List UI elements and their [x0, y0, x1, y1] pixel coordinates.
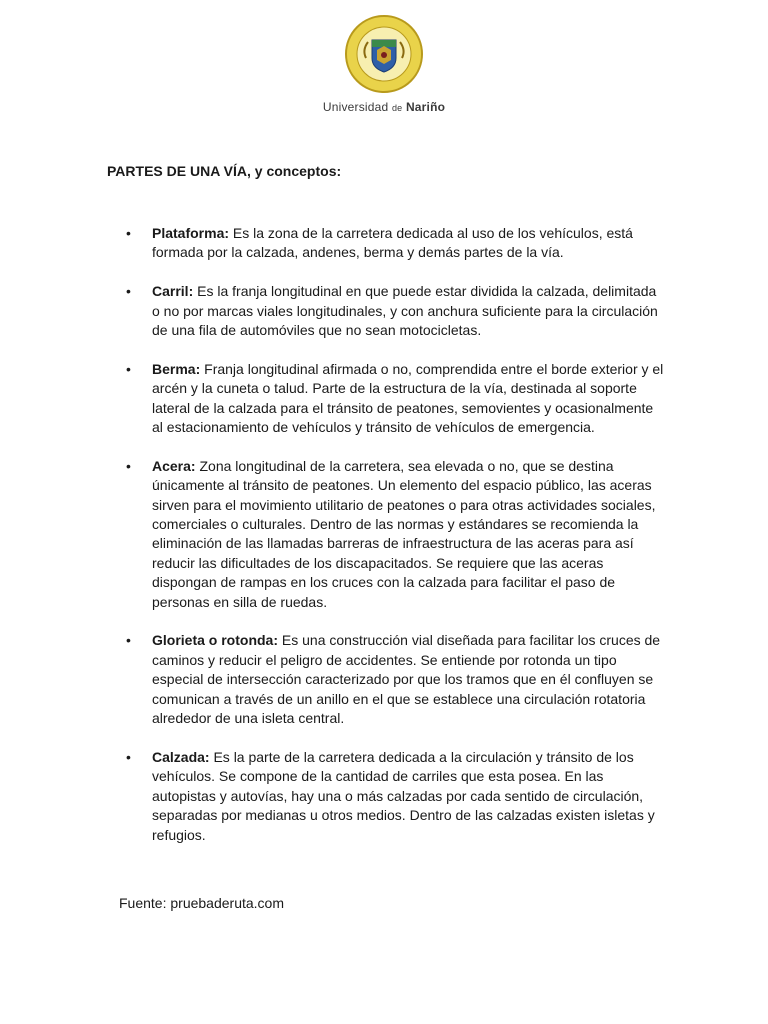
definition-term: Carril: — [152, 283, 194, 300]
definition-term: Calzada: — [152, 748, 210, 765]
university-seal-logo — [344, 14, 424, 94]
bullet-icon: • — [126, 283, 131, 300]
definition-item-glorieta — [126, 631, 666, 728]
definition-text: Es la zona de la carretera dedicada al uso de los vehículos, está formada por la calzada, andenes, berma y demás partes de la vía. — [152, 225, 633, 261]
source-citation: Fuente: pruebaderuta.com — [119, 895, 284, 911]
definition-text: Es una construcción vial diseñada para facilitar los cruces de caminos y reducir el peligro de accidentes. Se entiende por rotonda un tipo especial de intersección caracterizado por que los tramos que en él confluyen se comunican a través de un anillo en el que se establece una circulación rotatoria alrededor de una isleta central. — [152, 632, 661, 727]
university-name-main: Nariño — [405, 100, 446, 114]
definition-term: Berma: — [152, 360, 201, 377]
bullet-icon: • — [126, 225, 131, 241]
document-header — [0, 14, 768, 114]
university-name-de: de — [391, 103, 403, 113]
bullet-icon: • — [126, 748, 131, 765]
university-name-prefix: Universidad — [322, 100, 389, 114]
definition-term: Plataforma: — [152, 225, 230, 241]
bullet-icon: • — [126, 457, 131, 474]
university-name — [0, 100, 768, 114]
definition-text: Franja longitudinal afirmada o no, comprendida entre el borde exterior y el arcén y la cuneta o talud. Parte de la estructura de la vía, destinada al soporte lateral de la calzada para el tránsito de peatones, semovientes y ocasionalmente al estacionamiento de vehículos y tránsito de vehículos de emergencia. — [152, 360, 664, 436]
document-heading: PARTES DE UNA VÍA, y conceptos: — [107, 163, 342, 179]
definition-item-berma — [126, 360, 666, 438]
definition-text: Es la parte de la carretera dedicada a la circulación y tránsito de los vehículos. Se compone de la cantidad de carriles que esta posea. En las autopistas y autovías, hay una o más calzadas por cada sentido de circulación, separadas por medianas u otros medios. Dentro de las calzadas existen isletas y refugios. — [152, 748, 655, 843]
definition-item-calzada — [126, 748, 666, 845]
definition-text: Zona longitudinal de la carretera, sea elevada o no, que se destina únicamente al tránsito de peatones. Un elemento del espacio público, las aceras sirven para el movimiento utilitario de peatones o para otras actividades sociales, comerciales o culturales. Dentro de las normas y estándares se recomienda la eliminación de las llamadas barreras de infraestructura de las aceras para así reducir las dificultades de los discapacitados. Se requiere que las aceras dispongan de rampas en los cruces con la calzada para facilitar el paso de personas en silla de ruedas. — [152, 457, 656, 610]
definition-term: Acera: — [152, 457, 196, 474]
definition-term: Glorieta o rotonda: — [152, 632, 278, 649]
definition-item-plataforma — [126, 224, 666, 263]
definition-item-carril — [126, 282, 666, 340]
bullet-icon: • — [126, 360, 131, 377]
bullet-icon: • — [126, 632, 131, 649]
definition-item-acera — [126, 457, 666, 612]
definition-text: Es la franja longitudinal en que puede estar dividida la calzada, delimitada o no por marcas viales longitudinales, y con anchura suficiente para la circulación de una fila de automóviles que no sean motocicletas. — [152, 283, 658, 339]
definition-list — [126, 224, 666, 864]
